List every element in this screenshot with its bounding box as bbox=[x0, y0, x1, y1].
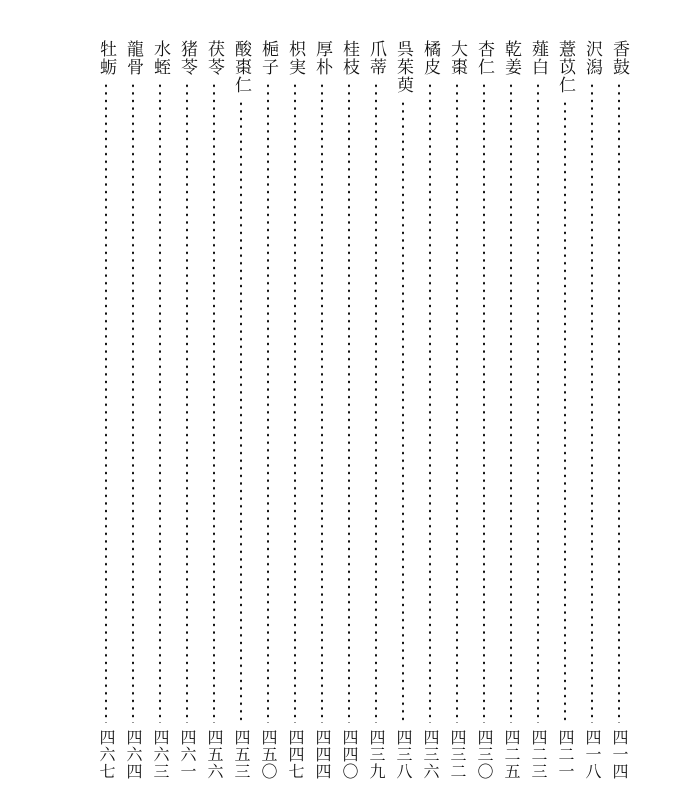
entry-page-number: 四三六 bbox=[421, 729, 440, 780]
entry-name: 乾姜 bbox=[501, 40, 521, 76]
dot-leader bbox=[186, 82, 188, 723]
entry-name: 爪蒂 bbox=[366, 40, 386, 76]
entry-page-number: 四一八 bbox=[583, 729, 602, 780]
dot-leader bbox=[564, 100, 566, 723]
toc-entry bbox=[336, 40, 362, 780]
dot-leader bbox=[618, 82, 620, 723]
entry-name: 呉茱萸 bbox=[393, 40, 413, 94]
entry-name: 橘皮 bbox=[420, 40, 440, 76]
entry-page-number: 四三〇 bbox=[475, 729, 494, 780]
toc-entry bbox=[363, 40, 389, 780]
entry-name: 龍骨 bbox=[123, 40, 143, 76]
entry-page-number: 四三八 bbox=[394, 729, 413, 780]
entry-name: 厚朴 bbox=[312, 40, 332, 76]
entry-page-number: 四三二 bbox=[448, 729, 467, 780]
entry-page-number: 四二三 bbox=[529, 729, 548, 780]
entry-page-number: 四二一 bbox=[556, 729, 575, 780]
dot-leader bbox=[537, 82, 539, 723]
dot-leader bbox=[294, 82, 296, 723]
entry-page-number: 四六七 bbox=[97, 729, 116, 780]
dot-leader bbox=[159, 82, 161, 723]
entry-page-number: 四二五 bbox=[502, 729, 521, 780]
dot-leader bbox=[267, 82, 269, 723]
entry-page-number: 四五六 bbox=[205, 729, 224, 780]
entry-name: 酸棗仁 bbox=[231, 40, 251, 94]
dot-leader bbox=[321, 82, 323, 723]
toc-entry bbox=[471, 40, 497, 780]
dot-leader bbox=[213, 82, 215, 723]
entry-name: 梔子 bbox=[258, 40, 278, 76]
entry-name: 桂枝 bbox=[339, 40, 359, 76]
dot-leader bbox=[483, 82, 485, 723]
toc-entry bbox=[525, 40, 551, 780]
dot-leader bbox=[348, 82, 350, 723]
entry-name: 杏仁 bbox=[474, 40, 494, 76]
entry-name: 水蛭 bbox=[150, 40, 170, 76]
toc-entry bbox=[390, 40, 416, 780]
entry-page-number: 四六三 bbox=[151, 729, 170, 780]
entry-name: 沢潟 bbox=[582, 40, 602, 76]
entry-name: 薤白 bbox=[528, 40, 548, 76]
dot-leader bbox=[402, 100, 404, 723]
dot-leader bbox=[240, 100, 242, 723]
entry-page-number: 四五三 bbox=[232, 729, 251, 780]
dot-leader bbox=[375, 82, 377, 723]
dot-leader bbox=[132, 82, 134, 723]
toc-entry bbox=[93, 40, 119, 780]
toc-entry bbox=[255, 40, 281, 780]
toc-entry bbox=[606, 40, 632, 780]
dot-leader bbox=[510, 82, 512, 723]
entry-name: 猪苓 bbox=[177, 40, 197, 76]
entry-name: 茯苓 bbox=[204, 40, 224, 76]
entry-page-number: 四六一 bbox=[178, 729, 197, 780]
toc-entry bbox=[282, 40, 308, 780]
entry-name: 香鼓 bbox=[609, 40, 629, 76]
dot-leader bbox=[429, 82, 431, 723]
toc-entry bbox=[552, 40, 578, 780]
dot-leader bbox=[105, 82, 107, 723]
dot-leader bbox=[591, 82, 593, 723]
entry-name: 大棗 bbox=[447, 40, 467, 76]
entry-page-number: 四四四 bbox=[313, 729, 332, 780]
toc-entry bbox=[147, 40, 173, 780]
toc-entry bbox=[174, 40, 200, 780]
entry-name: 薏苡仁 bbox=[555, 40, 575, 94]
entry-page-number: 四三九 bbox=[367, 729, 386, 780]
toc-entry bbox=[498, 40, 524, 780]
toc-entry bbox=[120, 40, 146, 780]
entry-page-number: 四一四 bbox=[610, 729, 629, 780]
toc-entry bbox=[579, 40, 605, 780]
toc-entry bbox=[417, 40, 443, 780]
entry-page-number: 四四七 bbox=[286, 729, 305, 780]
entry-name: 牡蛎 bbox=[96, 40, 116, 76]
dot-leader bbox=[456, 82, 458, 723]
toc-entry bbox=[201, 40, 227, 780]
toc-entry bbox=[228, 40, 254, 780]
entry-page-number: 四四〇 bbox=[340, 729, 359, 780]
entry-page-number: 四五〇 bbox=[259, 729, 278, 780]
entry-page-number: 四六四 bbox=[124, 729, 143, 780]
entry-name: 枳実 bbox=[285, 40, 305, 76]
toc-entry bbox=[444, 40, 470, 780]
toc-entry bbox=[309, 40, 335, 780]
